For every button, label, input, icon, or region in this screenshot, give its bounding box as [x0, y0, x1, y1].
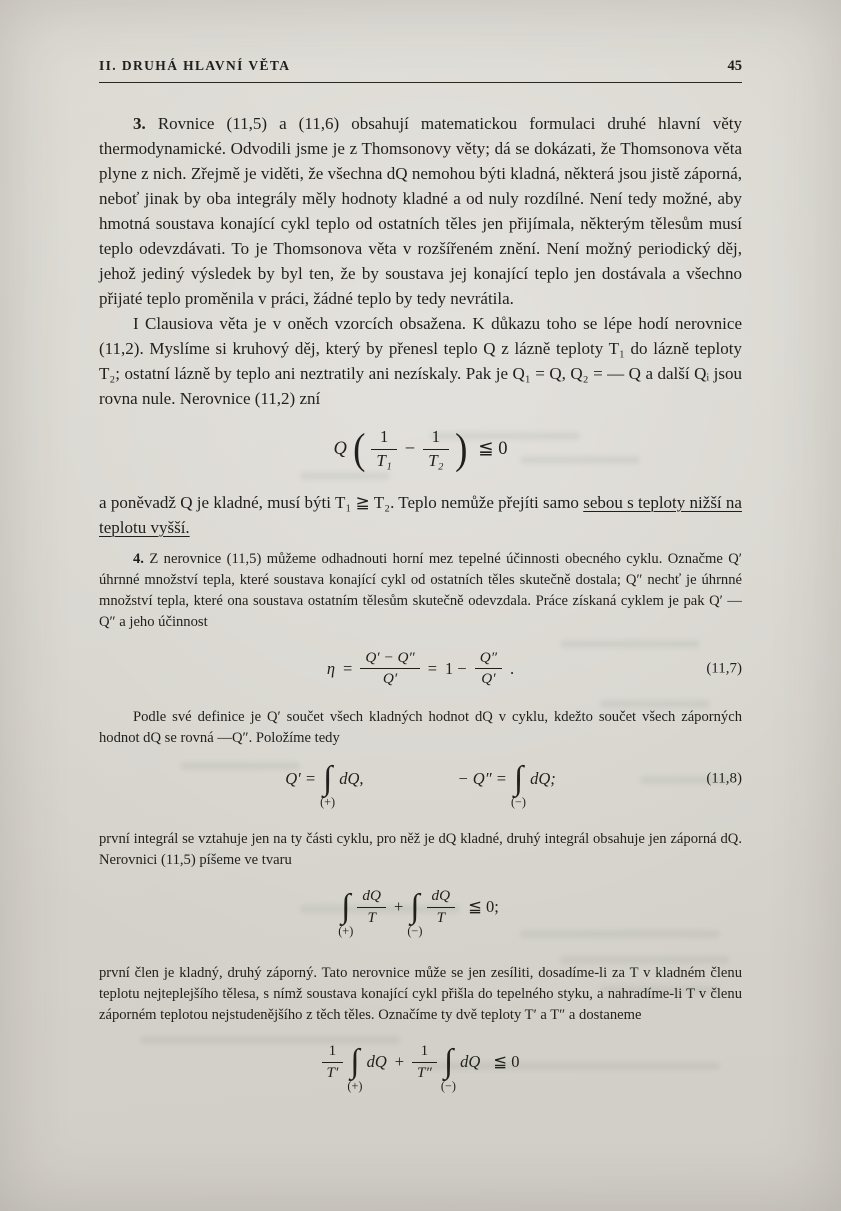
integral-limit-plus: (+) — [347, 1078, 363, 1093]
paragraph-clausius — [99, 311, 742, 411]
minus-operator: − — [404, 438, 416, 459]
numerator: 1 — [322, 1042, 344, 1063]
period: . — [510, 658, 515, 678]
integral-limit-plus: (+) — [320, 795, 336, 810]
integral-negative — [510, 759, 526, 810]
equals-sign: = — [343, 658, 353, 678]
integral-limit-minus: (−) — [510, 795, 526, 810]
plus-operator: + — [394, 1052, 405, 1072]
denominator: T₂ — [428, 450, 444, 470]
integral-sign: ∫ — [513, 759, 524, 797]
integral-positive — [338, 887, 354, 938]
denominator: T₁ — [376, 450, 392, 470]
numerator: dQ — [427, 887, 456, 908]
numerator: 1 — [423, 427, 448, 450]
equation-11-2 — [99, 424, 742, 473]
integrand-dQ: dQ — [460, 1052, 481, 1072]
section-4-number: 4. — [133, 550, 144, 567]
equation-11-8-body — [281, 759, 560, 810]
equals-sign: = — [427, 658, 438, 678]
integral-sign: ∫ — [322, 759, 333, 797]
relation-leq-zero: ≦ 0; — [468, 897, 499, 917]
one-minus-term: 1 − — [445, 658, 467, 678]
paragraph-section-3 — [99, 111, 742, 311]
equation-11-7-body — [323, 649, 518, 689]
page-content — [99, 0, 742, 1093]
denominator: T″ — [417, 1063, 432, 1081]
denominator: Q′ — [382, 670, 398, 688]
section-3-text: Rovnice (11,5) a (11,6) obsahují matematickou formulaci druhé hlavní věty thermodynamické. Odvodili jsme je z Thomsonovy věty; dá se dokázati, že Thomsonova věta plyne z nich. Zřejmě je viděti, že všechna dQ nemohou býti kladná, některá jsou jistě záporná, neboť jinak by oba integrály měly hodnoty kladné a od nuly rozdílné. Není tedy možné, aby hmotná soustava konající cykl teplo od ostatních těles jen přijímala, některým tělesům musí teplo odevzdávati. To je Thomsonova věta v rozšířeném znění. Není možný periodický děj, jehož jediný výsledek by byl ten, že by soustava jej konající teplo jen dostávala a všechno přijaté teplo proměnila v práci, žádné teplo by tedy nevrátila. — [99, 114, 742, 308]
first-integral-text: první integrál se vztahuje jen na ty části cyklu, pro něž je dQ kladné, druhý integrál obsahuje jen záporná dQ. Nerovnici (11,5) píšeme ve tvaru — [99, 831, 742, 869]
numerator: 1 — [371, 427, 396, 450]
section-4-text: Z nerovnice (11,5) můžeme odhadnouti horní mez tepelné účinnosti obecného cyklu. Označme Q′ úhrnné množství tepla, které soustava konající cykl od ostatních těles skutečně dostala; Q″ nechť je úhrnné množství tepla, které ona soustava ostatním tělesům skutečně odevzdala. Práce získaná cyklem je pak Q′ — Q″ a jeho účinnost — [99, 550, 742, 630]
denominator: T′ — [326, 1063, 339, 1081]
equation-11-7 — [99, 649, 742, 689]
fraction-work-efficiency — [360, 649, 419, 689]
section-3-number: 3. — [133, 114, 146, 133]
paragraph-first-integral — [99, 829, 742, 871]
eta-symbol: η — [326, 658, 336, 678]
plus-operator: + — [393, 897, 404, 917]
equation-integral-inequality — [99, 887, 742, 938]
close-paren: ) — [454, 424, 467, 473]
equation-11-2-body — [330, 424, 512, 473]
equation-label-11-7: (11,7) — [706, 660, 742, 677]
paragraph-final — [99, 963, 742, 1026]
integral-limit-minus: (−) — [407, 923, 423, 938]
integral-limit-minus: (−) — [440, 1078, 456, 1093]
coefficient-Q: Q — [333, 438, 347, 459]
minus-Q-dblprime-equals: − Q″ = — [457, 768, 507, 788]
integral-limit-plus: (+) — [338, 923, 354, 938]
final-text: první člen je kladný, druhý záporný. Tato nerovnice může se jen zesíliti, dosadíme-li za T v kladném členu teplotu nejteplejšího tělesa, s nímž soustava konající cykl přišla do tepelného styku, a nahradíme-li T v členu záporném teplotou nejstudenějšího z těch těles. Označíme ty dvě teploty T′ a T″ a dostaneme — [99, 965, 742, 1024]
relation-leq-zero: ≦ 0 — [493, 1052, 520, 1072]
integral-negative — [440, 1042, 456, 1093]
numerator: 1 — [412, 1042, 437, 1063]
integrand-dQ: dQ — [366, 1052, 387, 1072]
clausius-text: I Clausiova věta je v oněch vzorcích obsažena. K důkazu toho se lépe hodí nerovnice (11,2). Myslíme si kruhový děj, který by přenesl teplo Q z lázně teploty T₁ do lázně teploty T₂; ostatní lázně by teplo ani neztratily ani nezískaly. Pak je Q₁ = Q, Q₂ = — Q a další Qᵢ jsou rovna nule. Nerovnice (11,2) zní — [99, 314, 742, 408]
paragraph-conclusion — [99, 490, 742, 540]
integrand-dQ: dQ; — [530, 768, 556, 788]
integral-sign: ∫ — [341, 887, 351, 925]
fraction-1-over-T2 — [423, 427, 448, 472]
equation-final-body — [318, 1042, 524, 1093]
fraction-1-over-Tdblprime — [412, 1042, 437, 1082]
page-header — [99, 0, 742, 75]
page-number: 45 — [727, 58, 742, 74]
definition-text: Podle své definice je Q′ součet všech kladných hodnot dQ v cyklu, kdežto součet všech záporných hodnot dQ se rovná —Q″. Položíme tedy — [99, 708, 742, 746]
integrand-dQ: dQ, — [339, 768, 364, 788]
denominator: T — [367, 908, 376, 926]
integral-sign: ∫ — [410, 887, 420, 925]
running-head: II. DRUHÁ HLAVNÍ VĚTA — [99, 58, 291, 73]
numerator: Q′ − Q″ — [360, 649, 419, 670]
equation-11-8 — [99, 759, 742, 810]
paragraph-section-4 — [99, 549, 742, 633]
integral-sign: ∫ — [350, 1042, 360, 1080]
equation-integral-inequality-body — [338, 887, 503, 938]
integral-positive — [347, 1042, 363, 1093]
fraction-dQ-over-T — [357, 887, 386, 927]
fraction-Qpp-over-Qp — [475, 649, 502, 689]
denominator: Q′ — [481, 670, 496, 688]
conclusion-text: a poněvadž Q je kladné, musí býti T₁ ≧ T₂. Teplo nemůže přejíti samo — [99, 492, 579, 512]
header-rule — [99, 82, 742, 83]
fraction-dQ-over-T — [427, 887, 456, 927]
fraction-1-over-Tprime — [322, 1042, 344, 1082]
numerator: Q″ — [475, 649, 502, 670]
equation-final — [99, 1042, 742, 1093]
paragraph-definition — [99, 707, 742, 749]
denominator: T — [436, 908, 446, 926]
integral-negative — [407, 887, 423, 938]
integral-sign: ∫ — [443, 1042, 454, 1080]
Q-prime-equals: Q′ = — [285, 768, 316, 788]
integral-positive — [320, 759, 336, 810]
equation-label-11-8: (11,8) — [706, 770, 742, 787]
numerator: dQ — [357, 887, 386, 908]
relation-leq-zero: ≦ 0 — [478, 439, 508, 460]
conclusion-underlined-text: sebou s teploty nižší na teplotu vyšší. — [99, 492, 742, 537]
open-paren: ( — [352, 424, 366, 473]
fraction-1-over-T1 — [371, 427, 396, 472]
